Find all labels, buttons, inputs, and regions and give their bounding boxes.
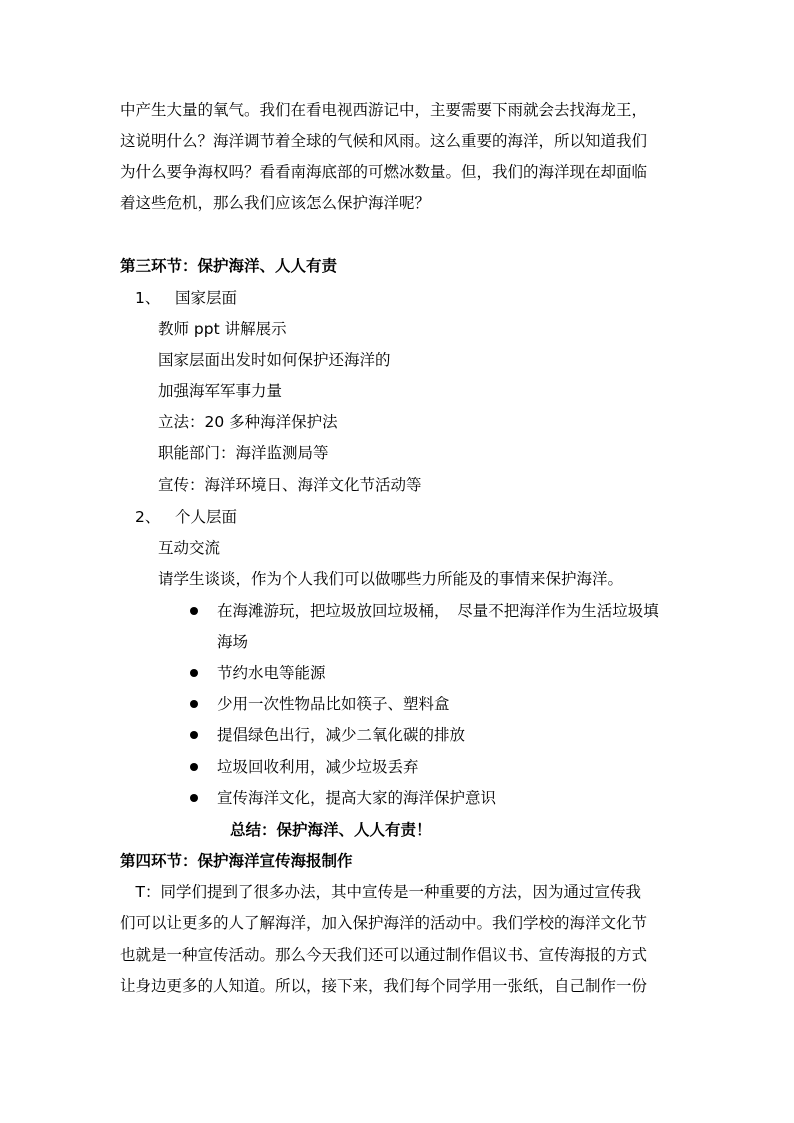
item2-number: 2、 <box>135 508 161 526</box>
item1-number: 1、 <box>135 289 161 307</box>
item1-line-4: 立法：20 多种海洋保护法 <box>158 413 338 431</box>
item1-line-2: 国家层面出发时如何保护还海洋的 <box>158 351 391 369</box>
item1-line-1: 教师 ppt 讲解展示 <box>158 320 287 338</box>
item2-line-1: 互动交流 <box>158 539 221 557</box>
section4-line-4: 让身边更多的人知道。所以，接下来，我们每个同学用一张纸，自己制作一份 <box>120 977 648 995</box>
intro-line-1: 中产生大量的氧气。我们在看电视西游记中，主要需要下雨就会去找海龙王， <box>120 101 648 119</box>
intro-line-3: 为什么要争海权吗？看看南海底部的可燃冰数量。但，我们的海洋现在却面临 <box>120 163 648 181</box>
item2-header <box>135 507 237 527</box>
item1-line-3: 加强海军军事力量 <box>158 382 283 400</box>
section4-line-3: 也就是一种宣传活动。那么今天我们还可以通过制作倡议书、宣传海报的方式 <box>120 946 648 964</box>
bullet-text: 垃圾回收利用，减少垃圾丢弃 <box>217 758 419 776</box>
bullet-1-continuation: 海场 <box>217 633 249 651</box>
section4-line-2: 们可以让更多的人了解海洋，加入保护海洋的活动中。我们学校的海洋文化节 <box>120 914 648 932</box>
intro-line-2: 这说明什么？海洋调节着全球的气候和风雨。这么重要的海洋，所以知道我们 <box>120 132 648 150</box>
bullet-text: 在海滩游玩，把垃圾放回垃圾桶， 尽量不把海洋作为生活垃圾填 <box>217 602 659 620</box>
bullet-text: 节约水电等能源 <box>217 664 326 682</box>
bullet-text: 宣传海洋文化，提高大家的海洋保护意识 <box>217 789 497 807</box>
section3-heading: 第三环节：保护海洋、人人有责 <box>120 257 338 275</box>
bullet-dot-icon <box>190 700 198 708</box>
section4-heading: 第四环节：保护海洋宣传海报制作 <box>120 852 353 870</box>
section4-line-1: T：同学们提到了很多办法，其中宣传是一种重要的方法，因为通过宣传我 <box>120 883 641 901</box>
bullet-dot-icon <box>190 794 198 802</box>
item2-label: 个人层面 <box>175 508 238 526</box>
item1-line-5: 职能部门：海洋监测局等 <box>158 444 329 462</box>
section3-summary: 总结：保护海洋、人人有责！ <box>230 821 432 839</box>
bullet-dot-icon <box>190 763 198 771</box>
bullet-text: 少用一次性物品比如筷子、塑料盒 <box>217 695 450 713</box>
bullet-dot-icon <box>190 731 198 739</box>
intro-line-4: 着这些危机，那么我们应该怎么保护海洋呢？ <box>120 194 431 212</box>
item2-line-2: 请学生谈谈，作为个人我们可以做哪些力所能及的事情来保护海洋。 <box>158 570 624 588</box>
item1-line-6: 宣传：海洋环境日、海洋文化节活动等 <box>158 476 422 494</box>
item1-header <box>135 288 237 308</box>
item1-label: 国家层面 <box>175 289 238 307</box>
bullet-text: 提倡绿色出行，减少二氧化碳的排放 <box>217 726 466 744</box>
bullet-dot-icon <box>190 669 198 677</box>
bullet-dot-icon <box>190 607 198 615</box>
